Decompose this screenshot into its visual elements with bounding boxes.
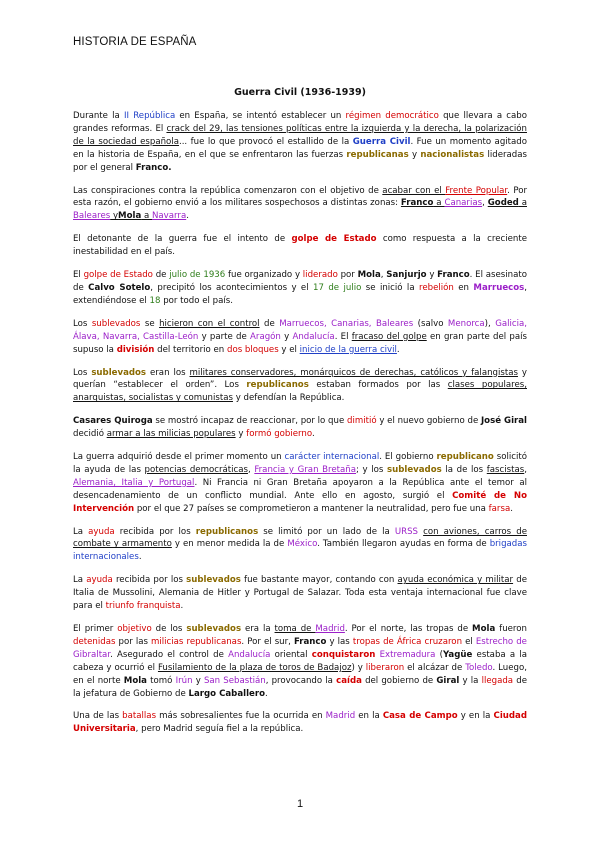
text-run: milicias republicanas	[151, 636, 242, 647]
text-run: .	[180, 601, 184, 612]
text-run: ,	[524, 464, 527, 475]
text-run: Casa de Campo	[382, 711, 458, 722]
text-run: . Por esta razón, el gobierno envió a los militares sospechosos a distintas zonas:	[73, 185, 528, 209]
text-run: división	[116, 344, 155, 355]
text-run: ,	[247, 464, 255, 475]
text-run: . Por el norte, las tropas de	[344, 624, 473, 634]
text-run: Franco.	[135, 162, 172, 173]
text-run: . El	[334, 331, 352, 342]
text-run: Los	[73, 367, 92, 378]
text-run: llegada	[481, 675, 514, 686]
text-run: y	[192, 675, 204, 686]
text-run: .	[265, 688, 268, 699]
text-run: golpe de Estado	[291, 234, 377, 245]
text-run: Yagüe	[443, 649, 473, 660]
text-run: ayuda económica y militar	[397, 575, 514, 586]
text-run: Calvo Sotelo	[88, 282, 151, 293]
document-body	[73, 110, 527, 746]
paragraph-battles	[73, 710, 527, 736]
text-run: objetivo	[117, 624, 152, 634]
text-run: estaba a la cabeza y ocurrió el	[73, 649, 528, 673]
text-run: (salvo	[413, 318, 448, 329]
text-run: lideradas por el general	[73, 149, 527, 173]
text-run: 17 de julio	[313, 282, 362, 293]
text-run: Extremadura	[379, 649, 436, 660]
text-run: en	[453, 282, 474, 293]
text-run: . Ni Francia ni Gran Bretaña apoyaron a la República ante el temor al desencadenamiento de un conflicto mundial. Ante ello en agosto, surgió el	[73, 477, 528, 501]
text-run: con aviones, carros de combate y armamento	[73, 526, 527, 550]
text-run: sublevados	[186, 624, 242, 634]
text-run: potencias democráticas	[144, 464, 248, 475]
text-run: Sanjurjo	[386, 270, 427, 281]
text-run: Andalucía	[228, 649, 271, 660]
text-run: La guerra adquirió desde el primer momento un	[73, 452, 285, 463]
text-run: por	[337, 270, 358, 281]
document-title: Guerra Civil (1936-1939)	[234, 87, 366, 98]
text-run: que llevara a cabo grandes reformas. El	[73, 111, 527, 134]
text-run: rebelión	[418, 282, 454, 293]
text-run: . Por el sur,	[241, 636, 294, 647]
text-run: en la	[355, 711, 383, 722]
text-run: de la jefatura de Gobierno de	[73, 675, 527, 699]
text-run: El detonante de la guerra fue el intento de	[73, 234, 292, 245]
text-run: hicieron con el control	[159, 318, 260, 329]
text-run: La	[73, 575, 87, 586]
text-run: y	[110, 211, 119, 222]
text-run: el	[462, 636, 476, 647]
text-run: de	[152, 270, 170, 281]
paragraph-trigger	[73, 233, 527, 259]
text-run: , extendiéndose el	[73, 282, 528, 306]
text-run: . El asesinato de	[73, 270, 527, 293]
text-run: estaban formados por las	[308, 380, 448, 391]
text-run: Franco	[400, 198, 434, 209]
text-run: ; y los	[356, 464, 387, 475]
text-run: Marruecos, Canarias, Baleares	[279, 318, 414, 329]
text-run: sublevados	[91, 367, 147, 378]
text-run: y	[280, 331, 293, 342]
text-run: recibida por los	[112, 575, 187, 586]
text-run: sublevados	[91, 318, 141, 329]
text-run: ... fue lo que provocó el estallido de la	[178, 136, 353, 147]
text-run: y querían “establecer el orden”. Los	[73, 367, 527, 391]
text-run: fascistas	[486, 464, 525, 475]
text-run: Baleares	[73, 211, 111, 222]
text-run: .	[138, 552, 142, 563]
text-run: y defendían la República.	[232, 393, 345, 404]
text-run: la de los	[441, 464, 487, 475]
text-run: del gobierno de	[361, 675, 437, 686]
text-run: crack del 29, las tensiones políticas entre la izquierda y la derecha, la polarización de la sociedad española	[73, 123, 527, 147]
text-run: Alemania, Italia y Portugal	[73, 477, 195, 488]
text-run: y en menor medida la de	[171, 539, 288, 550]
text-run: Ciudad Universitaria	[73, 711, 527, 735]
text-run: carácter internacional	[284, 452, 380, 463]
text-run: Largo Caballero	[188, 688, 265, 699]
text-run: del territorio en	[154, 344, 227, 355]
text-run: formó gobierno	[246, 429, 312, 440]
page-header: HISTORIA DE ESPAÑA	[73, 36, 197, 48]
page-number: 1	[296, 798, 304, 810]
text-run: sublevados	[186, 575, 241, 586]
text-run: en gran parte del país supuso la	[73, 331, 527, 355]
text-run: y	[408, 149, 421, 160]
paragraph-control	[73, 318, 527, 357]
text-run: dos bloques	[226, 344, 279, 355]
text-run: y las	[326, 636, 353, 647]
text-run: ),	[484, 318, 496, 329]
text-run: , precipitó los acontecimientos y el	[150, 282, 314, 293]
text-run: acabar con el	[382, 185, 446, 196]
text-run: por todo el país.	[160, 295, 233, 306]
text-run: Menorca	[447, 318, 485, 329]
text-run: y la	[459, 675, 482, 686]
text-run: a	[141, 211, 152, 222]
text-run: Comité de No Intervención	[73, 490, 527, 514]
text-run: Fusilamiento de la plaza de toros de Badajoz	[157, 662, 352, 673]
text-run: Las conspiraciones contra la república comenzaron con el objetivo de	[73, 185, 383, 196]
text-run: golpe de Estado	[83, 270, 153, 281]
text-run: Mola	[118, 211, 142, 222]
text-run: ,	[482, 198, 488, 209]
text-run: detenidas	[73, 636, 116, 647]
text-run: por las	[115, 636, 152, 647]
text-run: (	[435, 649, 443, 660]
text-run: fue bastante mayor, contando con	[240, 575, 398, 586]
text-run: julio de 1936	[169, 270, 226, 281]
text-run: oriental	[270, 649, 312, 660]
text-run: clases populares, anarquistas, socialistas y comunistas	[73, 380, 527, 404]
text-run: . Asegurado el control de	[110, 649, 229, 660]
text-run: , pero Madrid seguía fiel a la república.	[135, 724, 304, 735]
text-run: Madrid	[315, 624, 345, 634]
text-run: San Sebastián	[203, 675, 266, 686]
text-run: fueron	[495, 624, 527, 634]
text-run: nacionalistas	[420, 149, 485, 160]
text-run: Madrid	[325, 711, 356, 722]
paragraph-coup	[73, 269, 527, 308]
text-run: Una de las	[73, 711, 123, 722]
text-run: por el que 27 países se comprometieron a mantener la neutralidad, pero fue una	[134, 503, 489, 514]
text-run: a	[433, 198, 445, 209]
text-run: Irún	[175, 675, 193, 686]
paragraph-intro	[73, 110, 527, 175]
text-run: solicitó la ayuda de las	[73, 452, 527, 475]
text-run: republicano	[436, 452, 494, 463]
text-run: en España, se intentó establecer un	[175, 111, 346, 121]
text-run: se inició la	[361, 282, 419, 293]
text-run: . Fue un momento agitado en la historia de España, en el que se enfrentaron las fuerzas	[73, 136, 528, 160]
text-run: liberaron	[365, 662, 405, 673]
text-run: se limitó por un lado de la	[258, 526, 395, 537]
text-run: Andalucía	[292, 331, 335, 342]
text-run: Giral	[436, 675, 460, 686]
text-run: México	[287, 539, 318, 550]
paragraph-international	[73, 451, 527, 516]
text-run: La	[73, 526, 89, 537]
text-run: Mola	[357, 270, 381, 281]
text-run: El primer	[73, 624, 118, 634]
text-run: Casares Quiroga	[73, 416, 153, 427]
text-run: y en la	[457, 711, 494, 722]
text-run: José Giral	[480, 416, 528, 427]
text-run: batallas	[122, 711, 157, 722]
text-run: Marruecos	[473, 282, 525, 293]
text-run: recibida por los	[114, 526, 196, 537]
text-run: tomó	[146, 675, 176, 686]
text-run: El	[73, 270, 84, 281]
text-run: ,	[380, 270, 387, 281]
text-run: y el	[278, 344, 300, 355]
text-run: Mola	[472, 624, 496, 634]
text-run: 18	[149, 295, 161, 306]
text-run: brigadas internacionales	[73, 539, 527, 563]
text-run: II República	[123, 111, 176, 121]
paragraph-madrid-objective	[73, 623, 527, 700]
text-run: Durante la	[73, 111, 124, 121]
text-run: toma de	[274, 624, 316, 634]
text-run: farsa	[488, 503, 511, 514]
text-run: más sobresalientes fue la ocurrida en	[156, 711, 326, 722]
text-run: Mola	[123, 675, 147, 686]
text-run: ayuda	[86, 575, 113, 586]
text-run: decidió	[73, 429, 107, 440]
text-run: se mostró incapaz de reaccionar, por lo que	[152, 416, 347, 427]
text-run: y el nuevo gobierno de	[376, 416, 481, 427]
paragraph-rebel-aid	[73, 574, 527, 613]
text-run: liderado	[302, 270, 338, 281]
text-run: Goded	[487, 198, 519, 209]
paragraph-republican-aid	[73, 526, 527, 565]
text-run: Aragón	[250, 331, 281, 342]
text-run: y	[426, 270, 438, 281]
text-run: de los	[151, 624, 187, 634]
text-run: el alcázar de	[404, 662, 466, 673]
text-run: de	[259, 318, 280, 329]
text-run: republicanos	[246, 380, 309, 391]
text-run: Estrecho de Gibraltar	[73, 636, 527, 660]
text-run: caída	[336, 675, 362, 686]
text-run: fracaso del golpe	[351, 331, 427, 342]
text-run: eran los	[146, 367, 190, 378]
text-run: , provocando la	[265, 675, 337, 686]
text-run: triunfo franquista	[105, 601, 181, 612]
text-run: Frente Popular	[445, 185, 508, 196]
text-run: fue organizado y	[225, 270, 303, 281]
text-run: . El gobierno	[379, 452, 437, 463]
text-run: a	[518, 198, 527, 209]
text-run: Galicia, Álava, Navarra, Castilla-León	[73, 318, 528, 342]
text-run: conquistaron	[311, 649, 376, 660]
text-run: .	[396, 344, 400, 355]
text-run: Franco	[293, 636, 327, 647]
text-run: . También llegaron ayudas en forma de	[317, 539, 490, 550]
text-run: .	[311, 429, 315, 440]
text-run: dimitió	[346, 416, 377, 427]
text-run: Francia y Gran Bretaña	[254, 464, 357, 475]
text-run: republicanos	[195, 526, 259, 537]
text-run: militares conservadores, monárquicos de derechas, católicos y falangistas	[189, 367, 518, 378]
text-run: armar a las milicias populares	[106, 429, 236, 440]
paragraph-government	[73, 415, 527, 441]
text-run: Guerra Civil	[352, 136, 411, 147]
text-run: y	[235, 429, 247, 440]
text-run: Franco	[437, 270, 470, 281]
text-run: .	[510, 503, 513, 514]
text-run: como respuesta a la creciente inestabilidad en el país.	[73, 234, 527, 258]
text-run: . Luego, en el norte	[73, 662, 527, 686]
text-run: ayuda	[88, 526, 115, 537]
paragraph-conspiracies	[73, 185, 527, 224]
text-run: y parte de	[198, 331, 251, 342]
text-run: tropas de África cruzaron	[352, 636, 463, 647]
text-run: inicio de la guerra civil	[299, 344, 397, 355]
text-run: ) y	[351, 662, 366, 673]
text-run: sublevados	[387, 464, 442, 475]
text-run: de Italia de Mussolini, Alemania de Hitler y Portugal de Salazar. Toda esta ventaja internacional fue clave para el	[73, 575, 527, 612]
text-run: republicanas	[346, 149, 409, 160]
text-run: Canarias	[444, 198, 483, 209]
text-run: era la	[241, 624, 275, 634]
text-run: se	[140, 318, 160, 329]
text-run: .	[186, 211, 189, 222]
text-run: Toledo	[465, 662, 493, 673]
text-run: régimen democrático	[345, 111, 439, 121]
text-run: URSS	[394, 526, 419, 537]
text-run: Los	[73, 318, 92, 329]
text-run: Navarra	[151, 211, 187, 222]
paragraph-sides	[73, 367, 527, 406]
